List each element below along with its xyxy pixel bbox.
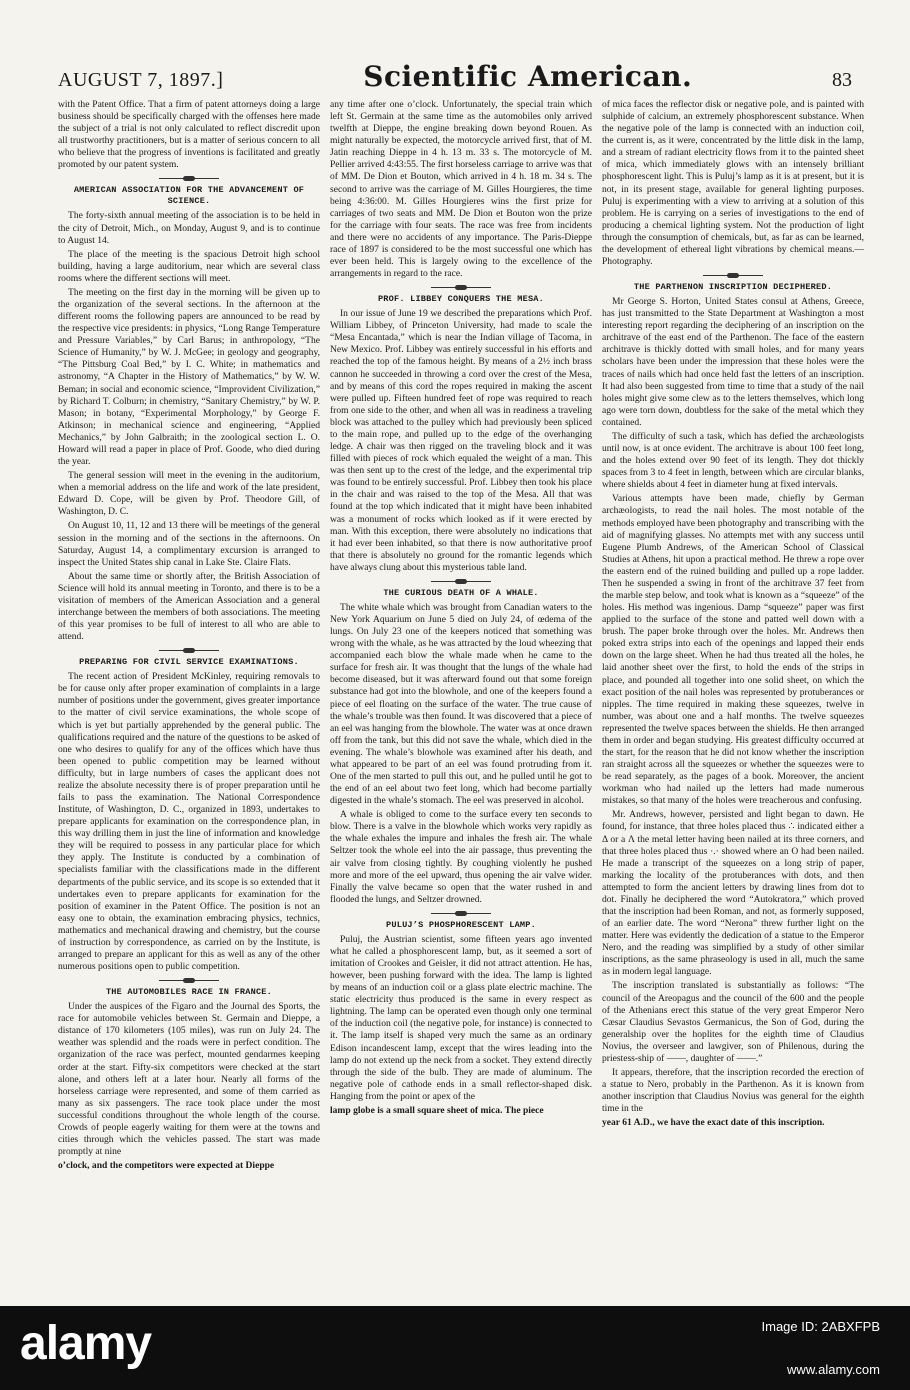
stock-watermark-banner — [0, 1306, 910, 1390]
brand-logo: alamy — [20, 1317, 152, 1370]
section-divider — [431, 284, 491, 291]
article-paragraph: The recent action of President McKinley, requiring removals to be for cause only after proper examination of complaints in a large number of positions under the government, gives greater importance to the matter of civil service examinations, the whole scope of which is yet but partially apprehended by the general public. The qualifications required and the nature of the questions to be asked of one who desires to qualify for any of the offices which have thus been opened to public competition may be learned without difficulty, but in large numbers of cases the applicant does not realize the absolute necessity there is of proper preparation until he fails to pass the examination. The National Correspondence Institute, of Washington, D. C., organized in 1893, undertakes to prepare applicants for examination on the correspondence plan, in this way drilling them in just the line of information and knowledge they will be required to possess in any particular place for which they apply. The Institute is conducted by a combination of specialists familiar with the classifications made in the different departments of the public service, and its scope is so extended that it undertakes even to prepare applicants for examination for the position of examiner in the Patent Office. The position is not an easy one to obtain, the examination embracing physics, technics, mathematics and mechanical drawing and chemistry, but the course of instruction by correspondence, as carried on by the Institute, is arranged to prepare an applicant for this as well as any of the other numerous positions open to public competition. — [58, 671, 320, 973]
section-divider — [159, 175, 219, 182]
article-paragraph: with the Patent Office. That a firm of patent attorneys doing a large business should be specifically charged with the offenses here made the subject of a trial is not only calculated to reflect discredit upon all trustworthy practitioners, but is a matter of serious concern to all who believe that the progress of inventions is facilitated and greatly promoted by our patent system. — [58, 99, 320, 171]
article-paragraph: About the same time or shortly after, the British Association of Science will hold its annual meeting in Toronto, and there is to be a visitation of members of the American Association and a general interchange between the members of both associations. The meeting of this year promises to be full of interest to all who are able to attend. — [58, 570, 320, 643]
masthead — [58, 60, 852, 100]
article-paragraph: The meeting on the first day in the morning will be given up to the organization of the several sections. In the afternoon at the different rooms the following papers are announced to be read by the respective vice presidents: in physics, “Long Range Temperature and Pressure Variables,” by Carl Barus; in anthropology, “The Science of Humanity,” by W. J. McGee; in geology and geography, “The Pittsburg Coal Bed,” by I. C. White; in mathematics and astronomy, “A Chapter in the History of Mathematics,” by W. W. Beman; in social and economic science, “Improvident Civilization,” by Richard T. Colburn; in chemistry, “Sanitary Chemistry,” by W. P. Mason; in botany, “Experimental Morphology,” by George F. Atkinson; in mechanical science and engineering, “Applied Mechanics,” by John Galbraith; in the zoological section L. O. Howard will read a paper in place of Prof. Goode, who died during the year. — [58, 286, 320, 468]
column-middle — [330, 99, 592, 1299]
page-number: 83 — [832, 69, 852, 91]
column-left — [58, 99, 320, 1299]
image-id: Image ID: 2ABXFPB — [761, 1319, 880, 1334]
article-paragraph: Mr George S. Horton, United States consul at Athens, Greece, has just transmitted to the State Department at Washington a most interesting report regarding the deciphering of an inscription on the architrave of the east end of the Parthenon. The face of the eastern architrave is thickly dotted with small holes, and for many years scholars have been under the impression that these holes were the traces of nails which had once held fast the letters of an inscription. It had also been suggested from time to time that a study of the nail holes might give some clew as to the letters themselves, which long ago were torn down, doubtless for the sake of the metal which they contained. — [602, 296, 864, 428]
article-heading: THE CURIOUS DEATH OF A WHALE. — [383, 587, 539, 598]
article-paragraph: Mr. Andrews, however, persisted and light began to dawn. He found, for instance, that three holes placed thus ∴ indicated either a Δ or a Λ the metal letter having been nailed at its three corners, and that three holes placed thus ·.· showed where an O had been nailed. He made a transcript of the squeezes on a long strip of paper, marking the locality of the protuberances with dots, and then attempted to form the ancient letters by drawing lines from dot to dot. Finally he deciphered the word “Autokratora,” which proved that the inscription had been Roman, and not, as formerly supposed, of an earlier date. The word “Nerona” threw further light on the matter. Here was evidently the dedication of a statue to the Emperor Nero, and the reading was simplified by a study of other similar inscriptions, as the same phraseology is used in all, much the same as in modern legal language. — [602, 809, 864, 978]
article-paragraph: of mica faces the reflector disk or negative pole, and is painted with sulphide of calcium, an extremely phosphorescent substance. When the negative pole of the lamp is connected with an induction coil, the current is, as it were, concentrated by the little disk in the lamp, and a stream of radiant electricity flows from it to the painted sheet of mica, which immediately glows with an intensely brilliant phosphorescent light. This is Puluj’s lamp as it is at present, but it is not, in its present stage, available for general lighting purposes. Puluj is experimenting with a view to arriving at a solution of this problem. He is carrying on a series of investigations to the end of producing a chemical lighting system. Not the production of light through the consumption of chemicals, but, as far as can be learned, the development of ethereal light vibrations by chemical means.—Photography. — [602, 99, 864, 268]
article-paragraph: The forty-sixth annual meeting of the association is to be held in the city of Detroit, Mich., on Monday, August 9, and is to continue to August 14. — [58, 210, 320, 246]
article-heading: PREPARING FOR CIVIL SERVICE EXAMINATIONS. — [79, 657, 299, 668]
article-paragraph-bold: o’clock, and the competitors were expected at Dieppe — [58, 1160, 275, 1172]
section-divider — [159, 977, 219, 984]
article-paragraph-bold: year 61 A.D., we have the exact date of this inscription. — [602, 1117, 825, 1129]
article-heading: PULUJ’S PHOSPHORESCENT LAMP. — [386, 919, 536, 930]
article-columns — [58, 99, 864, 1299]
publication-title: Scientific American. — [363, 60, 693, 93]
issue-date: AUGUST 7, 1897.] — [58, 69, 224, 91]
article-paragraph: On August 10, 11, 12 and 13 there will be meetings of the general session in the morning and of the sections in the afternoons. On Saturday, August 14, a complimentary excursion is arranged to inspect the United States ship canal in Lake Ste. Claire Flats. — [58, 520, 320, 568]
section-divider — [159, 647, 219, 654]
article-heading: PROF. LIBBEY CONQUERS THE MESA. — [377, 294, 545, 305]
site-url: www.alamy.com — [787, 1362, 880, 1377]
column-right — [602, 99, 864, 1299]
article-paragraph: A whale is obliged to come to the surface every ten seconds to blow. There is a valve in the blowhole which works very rapidly as the whale exhales the impure and inhales the fresh air. The whale Seltzer took the whole eel into the air passage, thus preventing the air valve from closing tightly. By coughing violently he pushed more and more of the eel upward, thus opening the air valve wider. Finally the valve became so open that the water rushed in and flooded the lungs, and Seltzer drowned. — [330, 809, 592, 905]
article-paragraph: The white whale which was brought from Canadian waters to the New York Aquarium on June 5 died on July 24, of œdema of the lungs. On July 23 one of the keepers noticed that something was wrong with the whale, as he was attracted by the loud wheezing that accompanied each blow the whale made when he came to the surface for fresh air. It was thought that the lungs of the whale had become diseased, but it was afterward found out that some foreign substance had got into the blowhole, and one of the keepers found a piece of eel floating on the surface of the water. The true cause of the whale’s trouble was then found. It was discovered that a piece of an eel was hanging from the blowhole. The water was at once drawn off from the tank, but this did not save the whale, which died in the evening. The whale’s blowhole was examined after his death, and what appeared to be part of an eel was found protruding from it. One of the men started to pull this out, and he pulled until he got to the end of an eel about two feet long, which had become partially digested in the whale’s stomach. The eel was preserved in alcohol. — [330, 601, 592, 807]
article-paragraph: The inscription translated is substantially as follows: “The council of the Areopagus and the council of the 600 and the people of the Athenians erect this statue of the very great Emperor Nero Cæsar Claudius Sevastos Germanicus, the Son of God, during the generalship over the hoplites for the eighth time of Claudius Novius, the overseer and lawgiver, son of Philenous, during the priestess-ship of ——, daughter of ——.” — [602, 980, 864, 1064]
article-heading: AMERICAN ASSOCIATION FOR THE ADVANCEMENT OF SCIENCE. — [73, 185, 305, 207]
article-paragraph-bold: lamp globe is a small square sheet of mica. The piece — [330, 1104, 544, 1116]
article-paragraph: Various attempts have been made, chiefly by German archæologists, to read the nail holes. The most notable of the methods employed have been photography and transcribing with the aid of magnifying glasses. No attempts met with any success until Eugene Plumb Andrews, of the American School of Classical Studies at Athens, hit upon a practical method. He threw a rope over the eastern end of the ruined building and pulled up a rope ladder. Then he suspended a swing in front of the architrave 37 feet from the marble step below, and took what is known as a “squeeze” of the holes. His method was ingenious. Damp “squeeze” paper was first applied to the surface of the stone and patted well down with a brush. The paper broke through over the holes. Mr. Andrews then poked extra strips into each of the openings and lapped their ends down on the large sheet. When he had thus treated all the holes, he laid another sheet over the first, to hold the ends of the strips in place, and pounded all together into one solid sheet, on which the exact position of the nail holes was represented by protuberances or nipples. The time required in making these squeezes, twelve in number, was about one and a half months. The twelve squeezes represented the twelve spaces between the shields. He then arranged them in order and began studying. His greatest difficulty occurred at the start, for the reason that he did not know whether the inscription ran straight across all the squeezes or whether the squeezes were to be read separately, as the pages of a book. Moreover, the ancient workman who had nailed up the letters had made numerous mistakes, so that many of the holes were treacherous and confusing. — [602, 493, 864, 807]
article-paragraph: Puluj, the Austrian scientist, some fifteen years ago invented what he called a phosphorescent lamp, but, as it seemed a sort of imitation of Crookes and Geisler, it did not attract attention. He has, however, been pushing forward with the idea. The lamp is lighted by means of an induction coil or a glass plate electric machine. The static electricity thus produced is the same in every respect as lightning. The lamp can be operated even though only one terminal of the induction coil (the negative pole, for instance) is connected to it. The lamp itself is shaped very much the same as an ordinary Edison incandescent lamp, except that the wires leading into the lamp do not extend up the neck from a socket. They extend directly through the side of the bulb. They are made of aluminum. The negative pole of cathode ends in a small reflector-shaped disk. Hanging from the point or apex of the — [330, 933, 592, 1102]
article-paragraph: The difficulty of such a task, which has defied the archæologists until now, is at once evident. The architrave is about 100 feet long, and the holes extend over 90 feet of its length. They dot thickly spaces from 3 to 4 feet in length, between which are circular blanks, where shields about 4 feet in diameter hung at fixed intervals. — [602, 430, 864, 491]
section-divider — [431, 910, 491, 917]
article-paragraph: The general session will meet in the evening in the auditorium, when a memorial address on the life and work of the late president, Edward D. Cope, will be given by Prof. Theodore Gill, of Washington, D. C. — [58, 470, 320, 518]
article-heading: THE PARTHENON INSCRIPTION DECIPHERED. — [633, 282, 833, 293]
article-paragraph: any time after one o’clock. Unfortunately, the special train which left St. Germain at the same time as the automobiles only arrived twelfth at Dieppe, the engine breaking down beyond Rouen. As might naturally be expected, the motorcycle arrived first, that of M. Jatin reaching Dieppe in 4 h. 13 m. 33 s. The motorcycle of M. Pellier arrived 4:43:55. The first horseless carriage to arrive was that of MM. De Dion et Bouton, which arrived in 4 h. 18 m. 34 s. The second to arrive was the carriage of M. Gilles Hourgieres, the time being 4:36:00. M. Gilles Hourgieres wins the first prize for carriages of two seats and MM. De Dion et Bouton won the prize for the carriage with four seats. The race was free from incidents and there were no accidents of any importance. The Paris-Dieppe race of 1897 is considered to be the most successful one which has ever been held. This is largely owing to the excellence of the arrangements in regard to the race. — [330, 99, 592, 280]
article-paragraph: Under the auspices of the Figaro and the Journal des Sports, the race for automobile vehicles between St. Germain and Dieppe, a distance of 170 kilometers (105 miles), was run on July 24. The weather was splendid and the roads were in perfect condition. The organization of the race was perfect, mounted gendarmes keeping order at the start. Fifty-six competitors were checked at the start alone, and others left at a later hour. Nearly all forms of the horseless carriage were represented, and some of them carried as many as six passengers. The race took place under the most successful conditions throughout the whole length of the course. Crowds of people eagerly waiting for them were at the towns and cities through which the vehicles passed. The start was made promptly at nine — [58, 1001, 320, 1158]
section-divider — [431, 578, 491, 585]
article-paragraph: It appears, therefore, that the inscription recorded the erection of a statue to Nero, probably in the Parthenon. As it is known from another inscription that Claudius Novius was general for the eighth time in the — [602, 1067, 864, 1115]
section-divider — [703, 272, 763, 279]
article-paragraph: The place of the meeting is the spacious Detroit high school building, having a large auditorium, near which are several class rooms where the different sections will meet. — [58, 248, 320, 284]
article-paragraph: In our issue of June 19 we described the preparations which Prof. William Libbey, of Princeton University, had made to scale the “Mesa Encantada,” which is near the Indian village of Tacoma, in New Mexico. Prof. Libbey was entirely successful in his efforts and reached the top of the famous height. By means of a 2½ inch brass cannon he succeeded in throwing a cord over the crest of the Mesa, and by means of this cord the ropes required in making the ascent were pulled up. Fifteen hundred feet of rope was required to reach from one side to the other, and when all was in readiness a traveling block was attached to the pulley which had previously been spliced to the main rope, and pulled up to the edge of the overhanging ledge. A chair was then rigged on the traveling block and it was filled with pieces of rock which equaled the weight of a man. This was then sent up to the crest of the ledge, and the experimental trip was found to be entirely successful. Prof. Libbey then took his place in the chair and was raised to the top of the Mesa. All that was found at the top which indicated that it might have been inhabited was a monument of rocks which looked as if it were erected by man. With this exception, there were absolutely no indications that it had ever been inhabited, so that there is now authoritative proof that there is absolutely no ground for the romantic legends which have always clung about this mysterious table land. — [330, 308, 592, 573]
article-heading: THE AUTOMOBILES RACE IN FRANCE. — [105, 987, 273, 998]
